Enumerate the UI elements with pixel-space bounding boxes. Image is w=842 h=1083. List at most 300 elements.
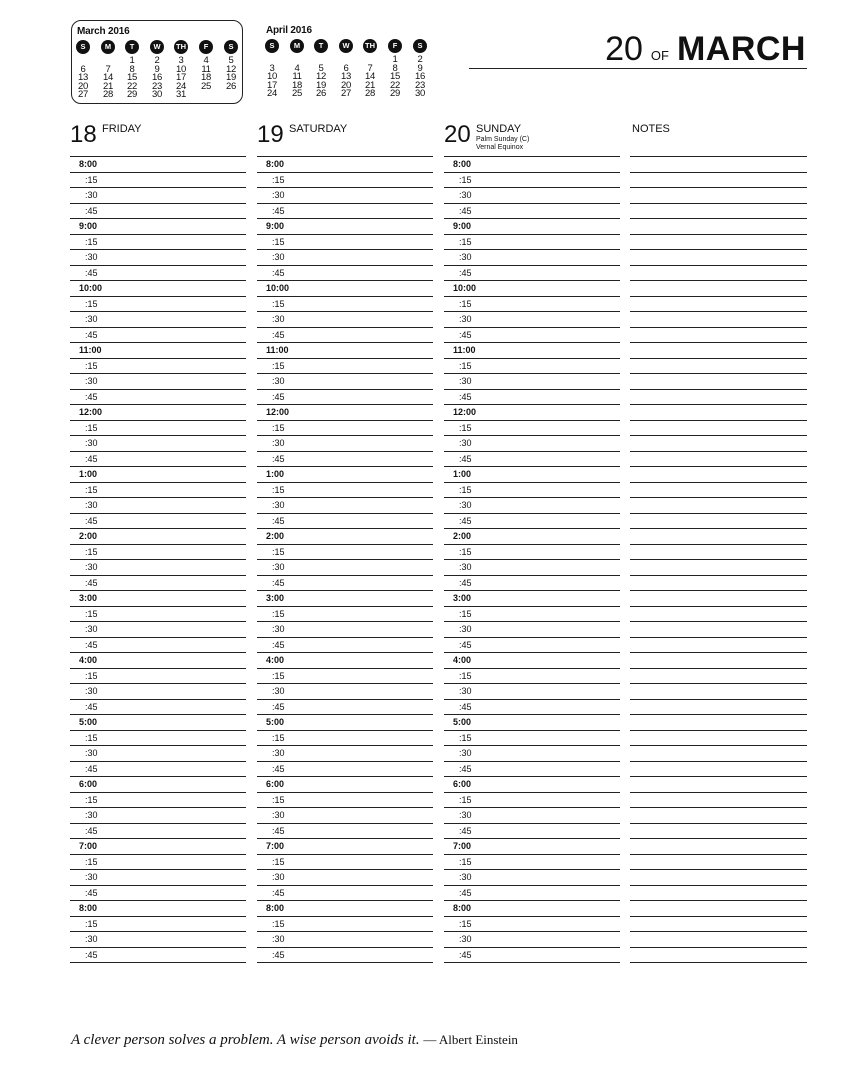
note-line[interactable]	[630, 715, 807, 731]
time-slot[interactable]	[70, 870, 246, 886]
time-slot[interactable]	[444, 467, 620, 483]
time-slot[interactable]	[70, 514, 246, 530]
time-label: :30	[85, 624, 98, 634]
time-label: :30	[272, 562, 285, 572]
day-note-vernal-equinox: Vernal Equinox	[476, 144, 524, 151]
time-slot[interactable]	[444, 793, 620, 809]
time-slot[interactable]	[444, 421, 620, 437]
time-slot[interactable]	[70, 576, 246, 592]
time-slot[interactable]	[257, 266, 433, 282]
time-slot[interactable]	[257, 731, 433, 747]
time-slot[interactable]	[444, 560, 620, 576]
weekday-letter: T	[314, 39, 328, 53]
time-slot[interactable]	[257, 343, 433, 359]
mini-calendar-title: March 2016	[77, 26, 130, 37]
time-slot[interactable]	[257, 917, 433, 933]
time-slot[interactable]	[444, 188, 620, 204]
time-slot[interactable]	[444, 638, 620, 654]
time-slot[interactable]	[70, 607, 246, 623]
time-slot[interactable]	[444, 948, 620, 964]
time-label: :30	[85, 438, 98, 448]
note-line[interactable]	[630, 421, 807, 437]
time-slot[interactable]	[70, 622, 246, 638]
time-label: :30	[459, 872, 472, 882]
time-slot[interactable]	[444, 932, 620, 948]
time-slot[interactable]	[70, 529, 246, 545]
time-label: 4:00	[266, 655, 285, 665]
mini-day: 16	[415, 71, 425, 83]
note-line[interactable]	[630, 188, 807, 204]
mini-day: 29	[390, 88, 400, 100]
time-slot[interactable]	[257, 576, 433, 592]
note-line[interactable]	[630, 467, 807, 483]
note-line[interactable]	[630, 343, 807, 359]
time-slot[interactable]	[444, 576, 620, 592]
time-slot[interactable]	[257, 467, 433, 483]
time-slot[interactable]	[70, 560, 246, 576]
mini-day: 4	[294, 62, 300, 74]
time-label: :30	[85, 562, 98, 572]
note-line[interactable]	[630, 917, 807, 933]
time-slot[interactable]	[444, 498, 620, 514]
note-line[interactable]	[630, 405, 807, 421]
time-slot[interactable]	[257, 390, 433, 406]
time-slot[interactable]	[444, 886, 620, 902]
note-line[interactable]	[630, 653, 807, 669]
time-slot[interactable]	[444, 235, 620, 251]
time-slot[interactable]	[70, 932, 246, 948]
time-slot[interactable]	[257, 622, 433, 638]
note-line[interactable]	[630, 762, 807, 778]
time-slot[interactable]	[444, 715, 620, 731]
note-line[interactable]	[630, 514, 807, 530]
time-slot[interactable]	[257, 700, 433, 716]
mini-day: 21	[365, 79, 375, 91]
note-line[interactable]	[630, 700, 807, 716]
time-slot[interactable]	[70, 266, 246, 282]
time-slot[interactable]	[257, 746, 433, 762]
note-line[interactable]	[630, 591, 807, 607]
time-slot[interactable]	[257, 855, 433, 871]
mini-day: 16	[152, 72, 162, 84]
note-line[interactable]	[630, 157, 807, 173]
time-slot[interactable]	[257, 219, 433, 235]
time-slot[interactable]	[444, 762, 620, 778]
note-line[interactable]	[630, 560, 807, 576]
time-slot[interactable]	[257, 204, 433, 220]
note-line[interactable]	[630, 436, 807, 452]
time-slot[interactable]	[257, 157, 433, 173]
note-line[interactable]	[630, 452, 807, 468]
time-slot[interactable]	[70, 297, 246, 313]
time-slot[interactable]	[444, 591, 620, 607]
time-slot[interactable]	[444, 297, 620, 313]
time-slot[interactable]	[444, 855, 620, 871]
note-line[interactable]	[630, 731, 807, 747]
note-line[interactable]	[630, 204, 807, 220]
time-label: 5:00	[266, 717, 285, 727]
time-label: :45	[85, 329, 98, 340]
note-line[interactable]	[630, 297, 807, 313]
time-label: :15	[85, 236, 98, 247]
time-slot[interactable]	[257, 405, 433, 421]
time-slot[interactable]	[70, 452, 246, 468]
time-slot[interactable]	[257, 498, 433, 514]
time-label: :45	[272, 329, 285, 340]
time-label: :15	[459, 360, 472, 371]
time-label: 8:00	[266, 903, 285, 913]
time-label: :30	[459, 686, 472, 696]
time-slots	[257, 156, 433, 963]
time-slot[interactable]	[70, 281, 246, 297]
time-slot[interactable]	[257, 808, 433, 824]
time-slot[interactable]	[70, 948, 246, 964]
time-slot[interactable]	[70, 157, 246, 173]
time-label: 10:00	[266, 283, 290, 293]
mini-day: 30	[415, 88, 425, 100]
time-slot[interactable]	[257, 421, 433, 437]
time-slot[interactable]	[70, 219, 246, 235]
note-line[interactable]	[630, 607, 807, 623]
time-slot[interactable]	[444, 684, 620, 700]
note-line[interactable]	[630, 312, 807, 328]
time-slot[interactable]	[70, 359, 246, 375]
time-label: 1:00	[266, 469, 285, 479]
time-slot[interactable]	[70, 715, 246, 731]
time-slot[interactable]	[257, 870, 433, 886]
note-line[interactable]	[630, 824, 807, 840]
time-slot[interactable]	[444, 777, 620, 793]
note-line[interactable]	[630, 948, 807, 964]
time-slot[interactable]	[70, 762, 246, 778]
note-line[interactable]	[630, 808, 807, 824]
time-slot[interactable]	[444, 312, 620, 328]
mini-calendar-days	[261, 55, 433, 98]
time-label: 9:00	[79, 221, 98, 231]
time-slot[interactable]	[257, 901, 433, 917]
mini-calendar-weekdays	[261, 39, 433, 53]
time-slot[interactable]	[70, 204, 246, 220]
time-slot[interactable]	[70, 855, 246, 871]
note-line[interactable]	[630, 498, 807, 514]
time-label: :45	[272, 577, 285, 588]
time-slot[interactable]	[444, 669, 620, 685]
time-slot[interactable]	[257, 653, 433, 669]
header-rule	[469, 68, 807, 69]
time-label: :15	[459, 608, 472, 619]
time-label: :15	[459, 918, 472, 929]
time-slot[interactable]	[257, 312, 433, 328]
note-line[interactable]	[630, 901, 807, 917]
time-slot[interactable]	[70, 405, 246, 421]
mini-day: 28	[103, 89, 113, 101]
day-column-friday	[70, 120, 246, 960]
time-slot[interactable]	[257, 839, 433, 855]
time-slot[interactable]	[70, 436, 246, 452]
time-slot[interactable]	[444, 281, 620, 297]
mini-day: 25	[201, 80, 211, 92]
time-label: :45	[85, 825, 98, 836]
time-label: 5:00	[79, 717, 98, 727]
mini-day: 6	[80, 63, 86, 75]
time-label: :45	[459, 701, 472, 712]
time-slot[interactable]	[70, 328, 246, 344]
time-slot[interactable]	[444, 390, 620, 406]
note-line[interactable]	[630, 669, 807, 685]
mini-day: 26	[316, 88, 326, 100]
time-label: 9:00	[266, 221, 285, 231]
note-line[interactable]	[630, 777, 807, 793]
time-label: :45	[459, 453, 472, 464]
time-label: :15	[85, 360, 98, 371]
mini-day: 5	[228, 55, 234, 66]
time-slot[interactable]	[257, 250, 433, 266]
time-slot[interactable]	[257, 173, 433, 189]
note-line[interactable]	[630, 328, 807, 344]
page-date-header	[605, 30, 806, 70]
time-slot[interactable]	[444, 157, 620, 173]
time-slot[interactable]	[257, 762, 433, 778]
note-line[interactable]	[630, 483, 807, 499]
time-slot[interactable]	[70, 839, 246, 855]
time-slot[interactable]	[70, 777, 246, 793]
time-slot[interactable]	[444, 545, 620, 561]
time-slot[interactable]	[444, 219, 620, 235]
time-label: 12:00	[453, 407, 477, 417]
time-slot[interactable]	[444, 359, 620, 375]
note-line[interactable]	[630, 839, 807, 855]
mini-day: 3	[178, 55, 184, 66]
note-line[interactable]	[630, 235, 807, 251]
time-label: :30	[459, 934, 472, 944]
mini-day: 12	[316, 71, 326, 83]
mini-day: 18	[292, 79, 302, 91]
quote-author: — Albert Einstein	[423, 1032, 518, 1047]
time-label: :15	[459, 670, 472, 681]
time-slot[interactable]	[444, 436, 620, 452]
time-label: :15	[85, 670, 98, 681]
time-label: :15	[85, 174, 98, 185]
note-line[interactable]	[630, 250, 807, 266]
time-slot[interactable]	[444, 483, 620, 499]
time-label: :45	[272, 515, 285, 526]
time-slot[interactable]	[444, 514, 620, 530]
time-label: 7:00	[266, 841, 285, 851]
time-slot[interactable]	[70, 638, 246, 654]
note-line[interactable]	[630, 266, 807, 282]
time-label: :15	[272, 236, 285, 247]
time-slot[interactable]	[70, 653, 246, 669]
mini-day: 12	[226, 63, 236, 75]
note-line[interactable]	[630, 545, 807, 561]
time-slot[interactable]	[70, 343, 246, 359]
time-slot[interactable]	[257, 529, 433, 545]
note-line[interactable]	[630, 622, 807, 638]
time-slot[interactable]	[257, 948, 433, 964]
header-day-number: 20	[605, 30, 643, 68]
time-slot[interactable]	[70, 483, 246, 499]
time-slot[interactable]	[444, 204, 620, 220]
day-number: 20	[444, 121, 471, 148]
time-slot[interactable]	[444, 529, 620, 545]
time-slot[interactable]	[70, 886, 246, 902]
time-label: :30	[272, 376, 285, 386]
note-line[interactable]	[630, 886, 807, 902]
time-slot[interactable]	[444, 405, 620, 421]
time-slot[interactable]	[70, 591, 246, 607]
note-line[interactable]	[630, 219, 807, 235]
time-slot[interactable]	[444, 653, 620, 669]
note-line[interactable]	[630, 390, 807, 406]
mini-day: 24	[176, 80, 186, 92]
weekday-letter: W	[150, 40, 164, 54]
time-slot[interactable]	[70, 917, 246, 933]
note-line[interactable]	[630, 932, 807, 948]
time-slot[interactable]	[70, 390, 246, 406]
time-slot[interactable]	[257, 436, 433, 452]
note-line[interactable]	[630, 855, 807, 871]
time-label: :30	[272, 500, 285, 510]
time-slot[interactable]	[70, 545, 246, 561]
time-slot[interactable]	[70, 250, 246, 266]
time-slot[interactable]	[257, 638, 433, 654]
time-label: :15	[459, 298, 472, 309]
time-slot[interactable]	[444, 250, 620, 266]
time-slot[interactable]	[70, 901, 246, 917]
time-slot[interactable]	[444, 173, 620, 189]
time-slot[interactable]	[444, 917, 620, 933]
time-label: :45	[459, 763, 472, 774]
day-name: SATURDAY	[289, 123, 348, 135]
time-slot[interactable]	[444, 607, 620, 623]
time-slot[interactable]	[70, 467, 246, 483]
time-slot[interactable]	[257, 297, 433, 313]
time-slot[interactable]	[444, 746, 620, 762]
weekday-letter: S	[265, 39, 279, 53]
mini-day: 11	[201, 63, 211, 75]
time-slot[interactable]	[257, 715, 433, 731]
time-slot[interactable]	[257, 359, 433, 375]
time-slot[interactable]	[444, 374, 620, 390]
time-slot[interactable]	[70, 235, 246, 251]
time-slot[interactable]	[444, 452, 620, 468]
time-slot[interactable]	[257, 777, 433, 793]
time-slot[interactable]	[444, 839, 620, 855]
weekday-letter: TH	[174, 40, 188, 54]
time-label: :30	[272, 252, 285, 262]
time-label: :30	[459, 376, 472, 386]
time-slot[interactable]	[257, 824, 433, 840]
time-slot[interactable]	[70, 684, 246, 700]
time-slot[interactable]	[257, 188, 433, 204]
time-slot[interactable]	[70, 374, 246, 390]
time-slots	[70, 156, 246, 963]
time-slot[interactable]	[444, 731, 620, 747]
time-slot[interactable]	[257, 591, 433, 607]
time-label: :30	[272, 810, 285, 820]
note-line[interactable]	[630, 870, 807, 886]
time-slot[interactable]	[70, 312, 246, 328]
note-line[interactable]	[630, 173, 807, 189]
time-label: 8:00	[79, 159, 98, 169]
time-label: :45	[272, 639, 285, 650]
note-line[interactable]	[630, 638, 807, 654]
time-label: :45	[459, 267, 472, 278]
time-slot[interactable]	[70, 746, 246, 762]
note-line[interactable]	[630, 374, 807, 390]
time-slot[interactable]	[444, 901, 620, 917]
time-slot[interactable]	[70, 700, 246, 716]
time-slot[interactable]	[257, 281, 433, 297]
time-slot[interactable]	[70, 498, 246, 514]
time-slot[interactable]	[70, 731, 246, 747]
time-label: :45	[272, 453, 285, 464]
time-slot[interactable]	[257, 514, 433, 530]
note-line[interactable]	[630, 746, 807, 762]
weekday-letter: F	[199, 40, 213, 54]
day-column-saturday	[257, 120, 433, 960]
time-slot[interactable]	[257, 932, 433, 948]
time-label: :15	[272, 856, 285, 867]
time-label: 3:00	[79, 593, 98, 603]
time-slot[interactable]	[257, 669, 433, 685]
mini-day: 25	[292, 88, 302, 100]
header-month: MARCH	[676, 30, 806, 68]
time-slot[interactable]	[257, 545, 433, 561]
time-slot[interactable]	[257, 793, 433, 809]
weekday-letter: S	[413, 39, 427, 53]
time-slot[interactable]	[257, 452, 433, 468]
time-slot[interactable]	[70, 188, 246, 204]
time-slot[interactable]	[444, 700, 620, 716]
time-slot[interactable]	[444, 328, 620, 344]
weekday-letter: W	[339, 39, 353, 53]
note-line[interactable]	[630, 684, 807, 700]
time-label: :15	[459, 236, 472, 247]
time-slot[interactable]	[444, 870, 620, 886]
time-label: :45	[272, 763, 285, 774]
time-slot[interactable]	[70, 824, 246, 840]
time-label: 12:00	[266, 407, 290, 417]
time-slot[interactable]	[257, 328, 433, 344]
time-slot[interactable]	[70, 669, 246, 685]
note-line[interactable]	[630, 576, 807, 592]
time-slot[interactable]	[70, 808, 246, 824]
time-slot[interactable]	[257, 374, 433, 390]
time-label: :45	[459, 391, 472, 402]
time-slot[interactable]	[70, 173, 246, 189]
time-slot[interactable]	[444, 266, 620, 282]
time-slot[interactable]	[70, 793, 246, 809]
time-slot[interactable]	[444, 824, 620, 840]
mini-day: 4	[203, 55, 209, 66]
time-slot[interactable]	[257, 483, 433, 499]
time-slot[interactable]	[257, 886, 433, 902]
time-slot[interactable]	[444, 622, 620, 638]
time-slot[interactable]	[257, 607, 433, 623]
time-slot[interactable]	[257, 235, 433, 251]
time-slot[interactable]	[257, 684, 433, 700]
note-line[interactable]	[630, 359, 807, 375]
time-slot[interactable]	[444, 808, 620, 824]
note-line[interactable]	[630, 793, 807, 809]
time-slot[interactable]	[257, 560, 433, 576]
note-line[interactable]	[630, 529, 807, 545]
time-slot[interactable]	[444, 343, 620, 359]
time-slot[interactable]	[70, 421, 246, 437]
time-label: :45	[272, 267, 285, 278]
note-line[interactable]	[630, 281, 807, 297]
